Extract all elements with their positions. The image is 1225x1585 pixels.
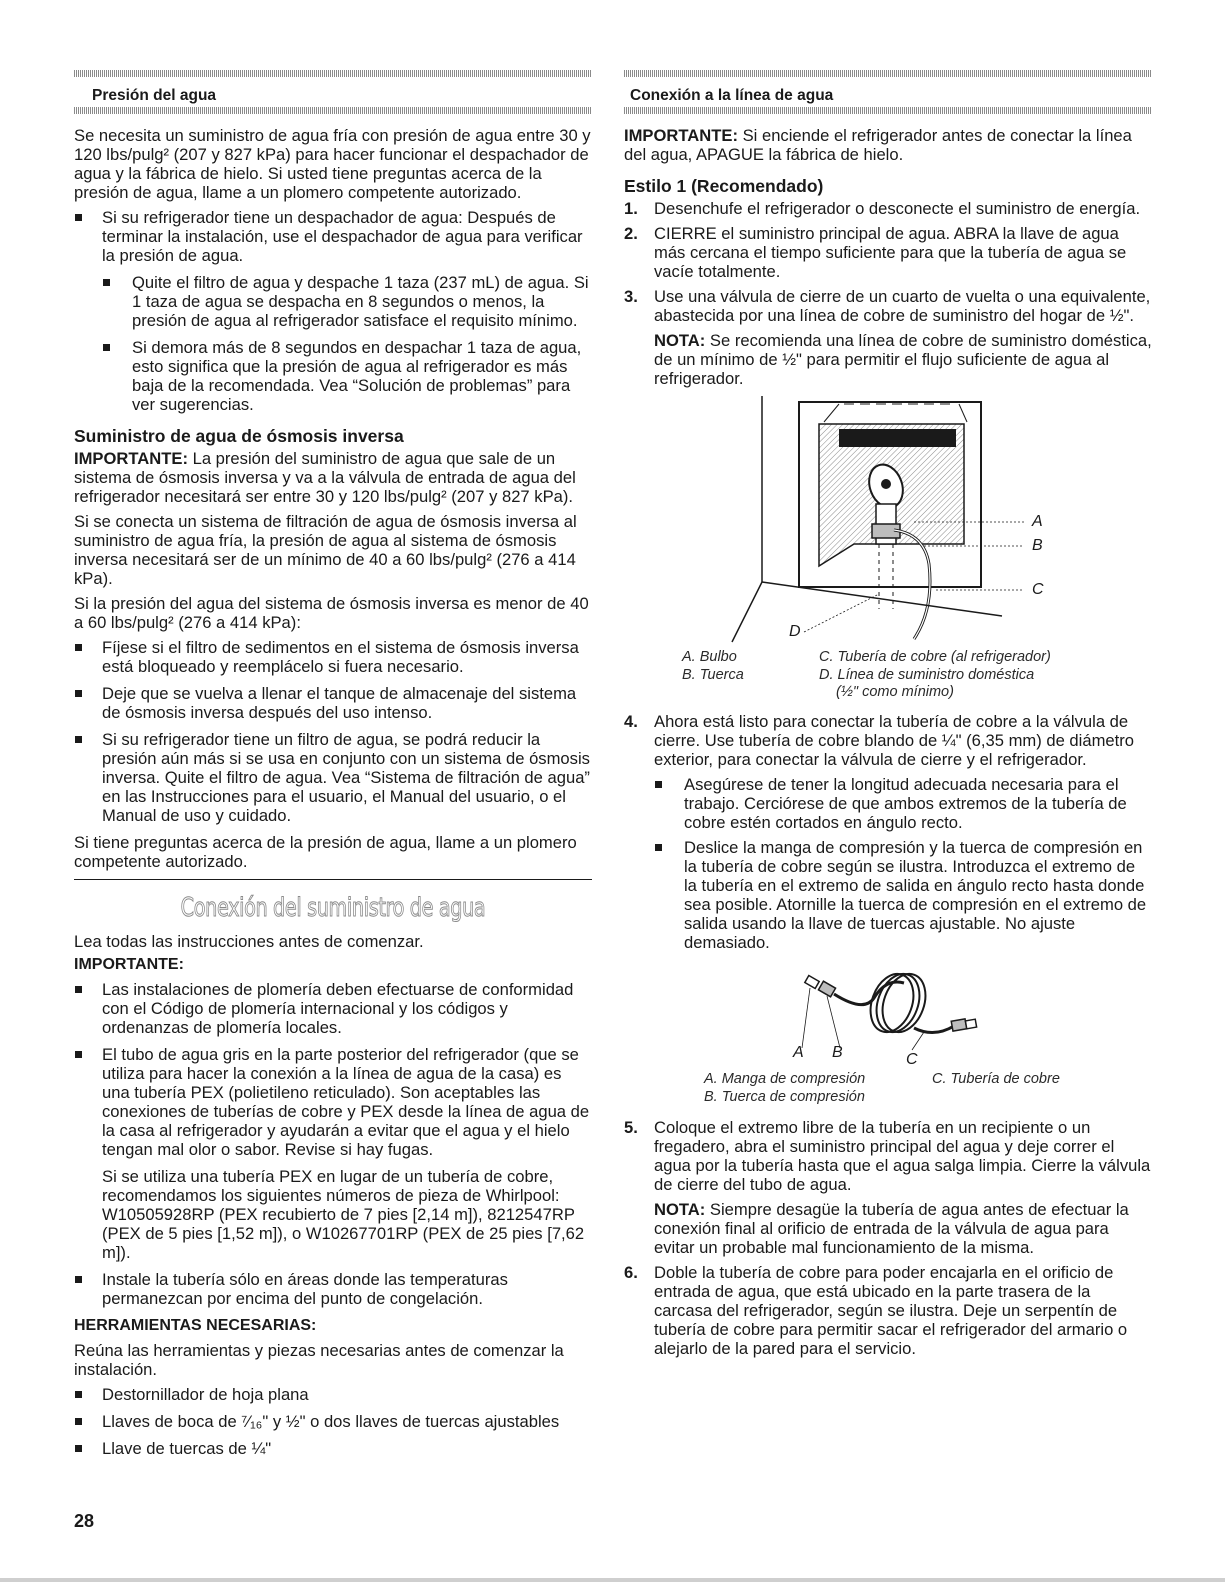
figure-label-a: A: [793, 1044, 804, 1061]
bottom-edge: [0, 1578, 1225, 1582]
caption-a: A. Bulbo: [682, 649, 737, 665]
water-line-important: IMPORTANTE: Si enciende el refrigerador antes de conectar la línea del agua, APAGUE la fábrica de hielo.: [624, 126, 1132, 164]
list-item: Si demora más de 8 segundos en despachar 1 taza de agua, esto significa que la presión de agua al refrigerador es más baja de la recomendada. Vea “Solución de problemas” para ver sugerencias.: [102, 338, 592, 414]
tools-intro: Reúna las herramientas y piezas necesarias antes de comenzar la instalación.: [74, 1341, 564, 1379]
header-rule-top: [74, 70, 592, 77]
list-item: Deslice la manga de compresión y la tuerca de compresión en la tubería de cobre según se ilustra. Introduzca el extremo de la tubería en el extremo de salida en ángulo recto hasta donde sea posible. Atornille la tuerca de compresión en el extremo de salida usando la llave de tuercas ajustable. No ajuste demasiado.: [654, 838, 1152, 952]
header-rule-top: [624, 70, 1152, 77]
header-rule-bottom: [74, 107, 592, 114]
pex-part-numbers: Si se utiliza una tubería PEX en lugar de un tubería de cobre, recomendamos los siguientes números de pieza de Whirlpool: W10505928RP (PEX recubierto de 7 pies [2,14 m]), 8212547RP (PEX de 5 pies [1,52 m]), o W10267701RP (PEX de 25 pies [7,62 m]).: [102, 1167, 585, 1262]
step-3: 3. Use una válvula de cierre de un cuarto de vuelta o una equivalente, abastecida por una línea de cobre de suministro del hogar de ½". NOTA: Se recomienda una línea de cobre de suministro doméstica, de un mínimo de ½" para permitir el flujo suficiente de agua al refrigerador.: [624, 287, 1152, 388]
list-item: Asegúrese de tener la longitud adecuada necesaria para el trabajo. Cerciórese de que ambos extremos de la tubería de cobre estén cortados en ángulo recto.: [654, 775, 1152, 832]
list-item: Si su refrigerador tiene un despachador de agua: Después de terminar la instalación, use el despachador de agua para verificar la presión de agua. Quite el filtro de agua y despache 1 taza (237 mL) de agua. Si 1 taza de agua se despacha en 8 segundos o menos, la presión de agua al refrigerador satisface el requisito mínimo. Si demora más de 8 segundos en despachar 1 taza de agua, esto significa que la presión de agua al refrigerador es más baja de la recomendada. Vea “Solución de problemas” para ver sugerencias.: [74, 208, 592, 414]
list-item: Quite el filtro de agua y despache 1 taza (237 mL) de agua. Si 1 taza de agua se despacha en 8 segundos o menos, la presión de agua al refrigerador satisface el requisito mínimo.: [102, 273, 592, 330]
step-5: 5. Coloque el extremo libre de la tubería en un recipiente o un fregadero, abra el suministro principal del agua y deje correr el agua por la tubería hasta que el agua salga limpia. Cierre la válvula de cierre del tubo de agua. NOTA: Siempre desagüe la tubería de agua antes de efectuar la conexión final al orificio de entrada de la válvula de agua para evitar un probable mal funcionamiento de la misma.: [624, 1118, 1151, 1257]
note-1: NOTA: Se recomienda una línea de cobre de suministro doméstica, de un mínimo de ½" para permitir el flujo suficiente de agua al refrigerador.: [654, 331, 1152, 388]
steps-list-final: [624, 1118, 1152, 1358]
valve-figure: [624, 394, 1152, 704]
caption-b: B. Tuerca de compresión: [704, 1089, 865, 1105]
caption-c: C. Tubería de cobre (al refrigerador): [819, 649, 1051, 665]
figure-label-b: B: [1032, 537, 1043, 554]
style-1-heading: Estilo 1 (Recomendado): [624, 176, 824, 196]
reverse-osmosis-heading: Suministro de agua de ósmosis inversa: [74, 426, 404, 446]
tools-heading: HERRAMIENTAS NECESARIAS:: [74, 1317, 317, 1334]
reverse-osmosis-paragraph: Si la presión del agua del sistema de ósmosis inversa es menor de 40 a 60 lbs/pulg² (276 a 414 kPa):: [74, 594, 589, 632]
valve-illustration: [624, 394, 1152, 644]
figure-label-c: C: [906, 1051, 918, 1068]
list-item: El tubo de agua gris en la parte posterior del refrigerador (que se utiliza para hacer la conexión a la línea de agua de la casa) es una tubería PEX (polietileno reticulado). Son aceptables las conexiones de tuberías de cobre y PEX desde la línea de agua de la casa al refrigerador y ayudarán a evitar que el agua y el hielo tengan mal olor o sabor. Revise si hay fugas. Si se utiliza una tubería PEX en lugar de un tubería de cobre, recomendamos los siguientes números de pieza de Whirlpool: W10505928RP (PEX recubierto de 7 pies [2,14 m]), 8212547RP (PEX de 5 pies [1,52 m]), o W10267701RP (PEX de 25 pies [7,62 m]).: [74, 1045, 592, 1262]
dispenser-list: [74, 208, 592, 414]
dispenser-sublist: [102, 273, 592, 414]
list-item: Destornillador de hoja plana: [74, 1385, 592, 1404]
figure-label-b: B: [832, 1044, 843, 1061]
water-line-header: Conexión a la línea de agua: [630, 87, 834, 104]
caption-b: B. Tuerca: [682, 667, 744, 683]
step-6: 6. Doble la tubería de cobre para poder encajarla en el orificio de entrada de agua, que está ubicado en la parte trasera de la carcasa del refrigerador, según se ilustra. Deje un serpentín de tubería de cobre para permitir sacar el refrigerador del armario o alejarlo de la pared para el servicio.: [624, 1263, 1128, 1358]
list-item: Deje que se vuelva a llenar el tanque de almacenaje del sistema de ósmosis inversa después del uso intenso.: [74, 684, 592, 722]
figure-label-a: A: [1032, 513, 1043, 530]
steps-list-continued: [624, 712, 1152, 952]
reverse-osmosis-list: [74, 638, 592, 825]
step-4-bullets: [654, 775, 1152, 952]
step-4: 4. Ahora está listo para conectar la tubería de cobre a la válvula de cierre. Use tubería de cobre blando de ¼" (6,35 mm) de diámetro exterior, para conectar la válvula de cierre y el refrigerador. Asegúrese de tener la longitud adecuada necesaria para el trabajo. Cerciórese de que ambos extremos de la tubería de cobre estén cortados en ángulo recto. Deslice la manga de compresión y la tuerca de compresión en la tubería de cobre según se ilustra. Introduzca el extremo de la tubería en el extremo de salida en ángulo recto hasta donde sea posible. Atornille la tuerca de compresión en el extremo de salida usando la llave de tuercas ajustable. No ajuste demasiado.: [624, 712, 1152, 952]
section-title: Conexión del suministro de agua: [180, 893, 486, 923]
tubing-figure: [624, 958, 1152, 1105]
list-item: Las instalaciones de plomería deben efectuarse de conformidad con el Código de plomería internacional y los códigos y ordenanzas de plomería locales.: [74, 980, 592, 1037]
figure-label-d: D: [789, 623, 801, 640]
steps-list: [624, 199, 1152, 388]
caption-a: A. Manga de compresión: [704, 1071, 866, 1087]
water-pressure-header: Presión del agua: [92, 87, 217, 104]
important-heading: IMPORTANTE:: [74, 956, 184, 973]
header-rule-bottom: [624, 107, 1152, 114]
right-column: [624, 70, 1152, 1364]
reverse-osmosis-important: IMPORTANTE: La presión del suministro de agua que sale de un sistema de ósmosis inversa y va a la válvula de entrada de agua del refrigerador necesitará ser entre 30 y 120 lbs/pulg² (207 y 827 kPa).: [74, 449, 576, 506]
caption-d: D. Línea de suministro doméstica: [819, 667, 1035, 683]
caption-d-note: (½" como mínimo): [836, 684, 954, 700]
step-1: 1. Desenchufe el refrigerador o desconecte el suministro de energía.: [624, 199, 1141, 218]
note-2: NOTA: Siempre desagüe la tubería de agua antes de efectuar la conexión final al orificio de entrada de la válvula de agua para evitar un probable mal funcionamiento de la misma.: [654, 1200, 1129, 1257]
tubing-illustration: [624, 958, 1152, 1053]
page-number: 28: [74, 1511, 95, 1531]
list-item: Fíjese si el filtro de sedimentos en el sistema de ósmosis inversa está bloqueado y reemplácelo si fuera necesario.: [74, 638, 592, 676]
important-list: [74, 980, 592, 1308]
left-column: [74, 70, 592, 1466]
reverse-osmosis-paragraph: Si se conecta un sistema de filtración de agua de ósmosis inversa al suministro de agua fría, la presión de agua al sistema de ósmosis inversa necesitará ser de un mínimo de 40 a 60 lbs/pulg² (276 a 414 kPa).: [74, 512, 577, 588]
figure-label-c: C: [1032, 581, 1044, 598]
list-item: Llaves de boca de ⁷⁄₁₆" y ½" o dos llaves de tuercas ajustables: [74, 1412, 592, 1431]
list-item: Instale la tubería sólo en áreas donde las temperaturas permanezcan por encima del punto de congelación.: [74, 1270, 592, 1308]
tools-list: [74, 1385, 592, 1458]
read-all-instructions: Lea todas las instrucciones antes de comenzar.: [74, 932, 424, 951]
reverse-osmosis-paragraph: Si tiene preguntas acerca de la presión de agua, llame a un plomero competente autorizado.: [74, 833, 577, 871]
list-item: Si su refrigerador tiene un filtro de agua, se podrá reducir la presión aún más si se usa en conjunto con un sistema de ósmosis inversa. Quite el filtro de agua. Vea “Sistema de filtración de agua” en las Instrucciones para el usuario, el Manual del usuario, o el Manual de uso y cuidado.: [74, 730, 592, 825]
water-pressure-intro: Se necesita un suministro de agua fría con presión de agua entre 30 y 120 lbs/pulg² (207 y 827 kPa) para hacer funcionar el despachador de agua y la fábrica de hielo. Si usted tiene preguntas acerca de la presión de agua, llame a un plomero competente autorizado.: [74, 126, 591, 202]
list-item: Llave de tuercas de ¼": [74, 1439, 592, 1458]
caption-c: C. Tubería de cobre: [932, 1071, 1060, 1087]
section-divider: [74, 879, 592, 880]
step-2: 2. CIERRE el suministro principal de agua. ABRA la llave de agua más cercana el tiempo suficiente para que la tubería de agua se vacíe totalmente.: [624, 224, 1127, 281]
